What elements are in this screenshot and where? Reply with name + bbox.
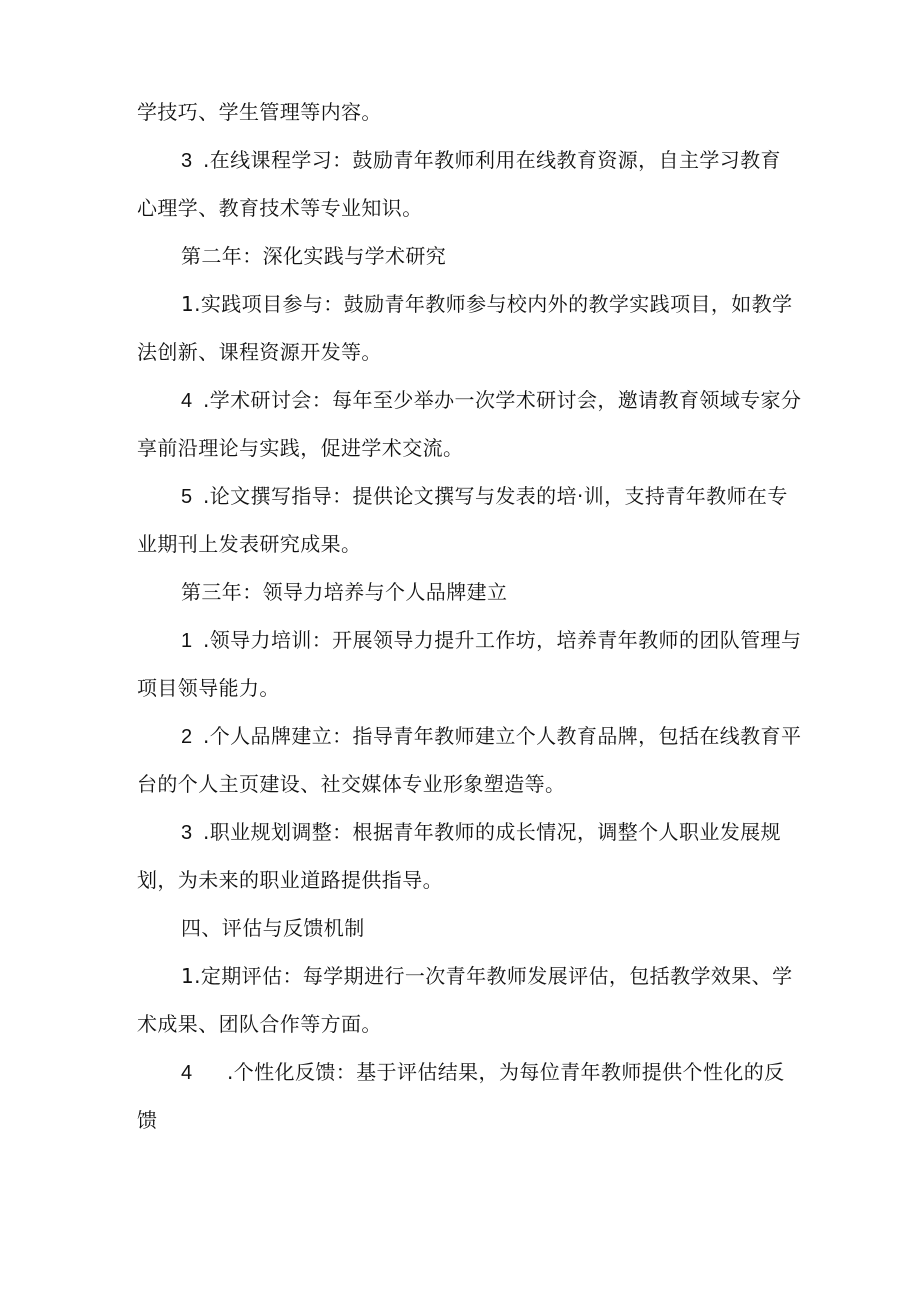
line-text: 法创新、课程资源开发等。 xyxy=(137,340,382,364)
line-text: 术成果、团队合作等方面。 xyxy=(137,1012,382,1036)
text-line xyxy=(181,1058,785,1087)
section-heading xyxy=(181,242,446,270)
text-line xyxy=(181,818,781,847)
text-line xyxy=(137,866,443,894)
text-line xyxy=(181,386,801,415)
line-text: 四、评估与反馈机制 xyxy=(181,916,365,940)
text-line xyxy=(137,98,382,126)
text-line xyxy=(137,338,382,366)
line-text: 馈 xyxy=(137,1108,158,1132)
line-text: 第三年：领导力培养与个人品牌建立 xyxy=(181,580,508,604)
line-text: .领导力培训：开展领导力提升工作坊，培养青年教师的团队管理与 xyxy=(203,628,802,652)
section-heading xyxy=(181,914,365,942)
text-line xyxy=(181,962,792,990)
line-text: 1.实践项目参与：鼓励青年教师参与校内外的教学实践项目，如教学 xyxy=(181,292,793,316)
line-text: 学技巧、学生管理等内容。 xyxy=(137,100,382,124)
section-heading xyxy=(181,578,507,606)
text-line xyxy=(137,530,361,558)
line-text: 台的个人主页建设、社交媒体专业形象塑造等。 xyxy=(137,772,566,796)
line-text: 享前沿理论与实践，促进学术交流。 xyxy=(137,436,464,460)
list-number: 4 xyxy=(181,390,193,412)
list-number: 5 xyxy=(181,486,193,508)
text-line xyxy=(137,1106,157,1134)
list-number: 3 xyxy=(181,822,193,844)
line-text: .职业规划调整：根据青年教师的成长情况，调整个人职业发展规 xyxy=(203,820,781,844)
text-line xyxy=(137,434,463,462)
text-line xyxy=(181,722,801,751)
line-text: 第二年：深化实践与学术研究 xyxy=(181,244,447,268)
line-text: .在线课程学习：鼓励青年教师利用在线教育资源，自主学习教育 xyxy=(203,148,781,172)
line-text: 业期刊上发表研究成果。 xyxy=(137,532,362,556)
text-line xyxy=(137,194,423,222)
text-line xyxy=(181,146,781,175)
line-text: 心理学、教育技术等专业知识。 xyxy=(137,196,423,220)
list-number: 1 xyxy=(181,630,193,652)
text-line xyxy=(181,482,788,511)
text-line xyxy=(137,1010,382,1038)
list-number: 3 xyxy=(181,150,193,172)
line-text: .个人品牌建立：指导青年教师建立个人教育品牌，包括在线教育平 xyxy=(203,724,802,748)
line-text: .学术研讨会：每年至少举办一次学术研讨会，邀请教育领域专家分 xyxy=(203,388,802,412)
list-number: 4 xyxy=(181,1062,193,1084)
text-line xyxy=(181,290,792,318)
list-number: 2 xyxy=(181,726,193,748)
line-text: .个性化反馈：基于评估结果，为每位青年教师提供个性化的反 xyxy=(227,1060,785,1084)
text-line xyxy=(137,770,565,798)
text-line xyxy=(137,674,280,702)
line-text: 项目领导能力。 xyxy=(137,676,280,700)
line-text: .论文撰写指导：提供论文撰写与发表的培·训，支持青年教师在专 xyxy=(203,484,788,508)
line-text: 划，为未来的职业道路提供指导。 xyxy=(137,868,443,892)
text-line xyxy=(181,626,801,655)
line-text: 1.定期评估：每学期进行一次青年教师发展评估，包括教学效果、学 xyxy=(181,964,793,988)
